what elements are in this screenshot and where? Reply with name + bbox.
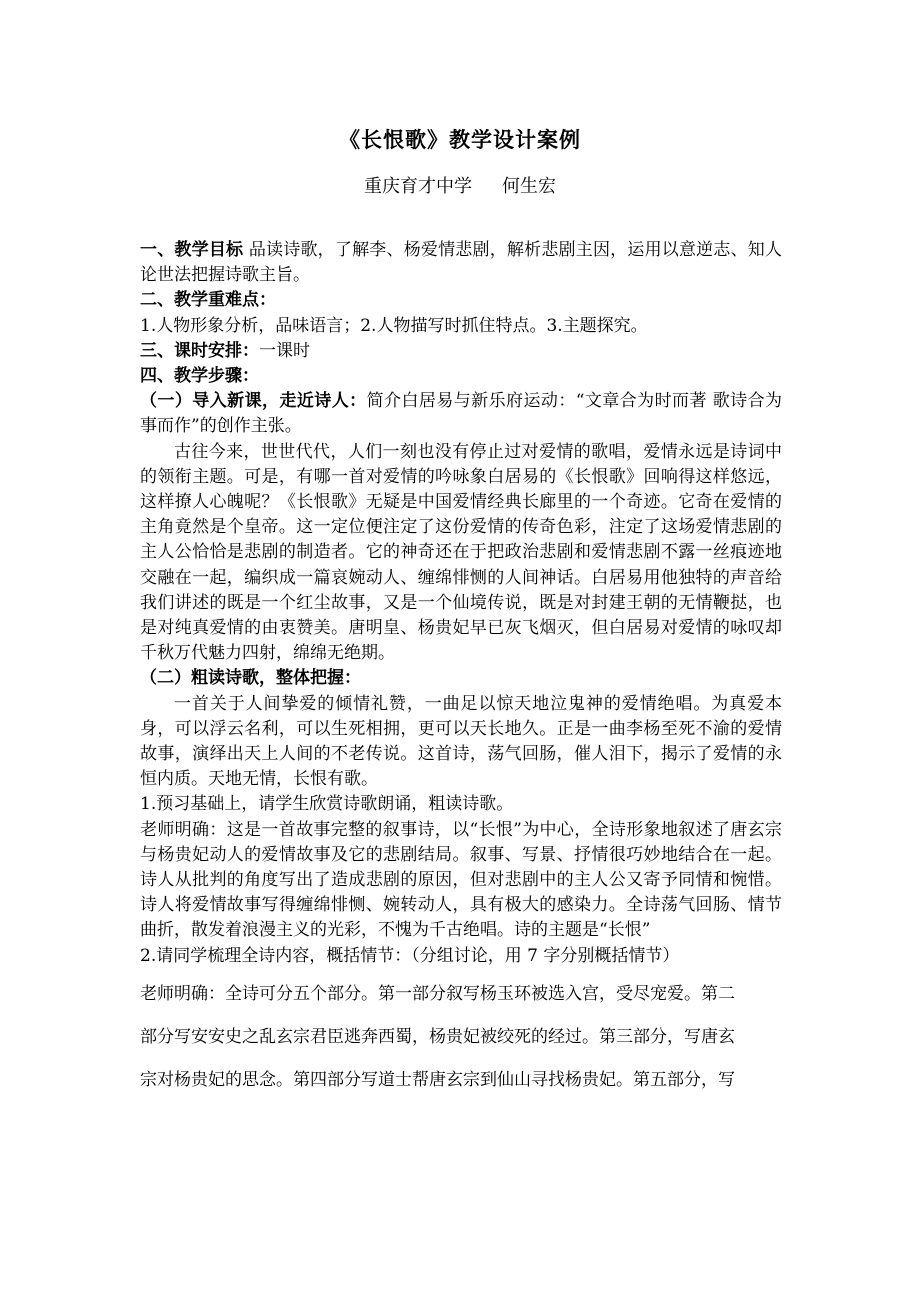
section-schedule — [140, 339, 782, 364]
teacher-answer-two-line: 部分写安安史之乱玄宗君臣逃奔西蜀，杨贵妃被绞死的经过。第三部分，写唐玄 — [140, 1026, 735, 1047]
author-name: 何生宏 — [502, 176, 556, 197]
document-title: 《长恨歌》教学设计案例 — [339, 127, 581, 152]
section-heading: 四、教学步骤： — [140, 366, 259, 387]
paragraph: 古往今来，世世代代，人们一刻也没有停止过对爱情的歌唱，爱情永远是诗词中的领衔主题。可是，有哪一首对爱情的吟咏象白居易的《长恨歌》回响得这样悠远，这样撩人心魄呢？《长恨歌》无疑是中国爱情经典长廊里的一个奇迹。它奇在爱情的主角竟然是个皇帝。这一定位便注定了这份爱情的传奇色彩，注定了这场爱情悲剧的主人公恰恰是悲剧的制造者。它的神奇还在于把政治悲剧和爱情悲剧不露一丝痕迹地交融在一起，编织成一篇哀婉动人、缠绵悱恻的人间神话。白居易用他独特的声音给我们讲述的既是一个红尘故事，又是一个仙境传说，既是对封建王朝的无情鞭挞，也是对纯真爱情的由衷赞美。唐明皇、杨贵妃早已灰飞烟灭，但白居易对爱情的咏叹却千秋万代魅力四射，绵绵无绝期。 — [140, 441, 782, 664]
step-heading: （二）粗读诗歌，整体把握： — [140, 668, 361, 689]
step-one — [140, 389, 782, 439]
section-heading: 三、课时安排： — [140, 340, 259, 361]
document-body — [140, 238, 782, 1102]
teacher-answer-two-line: 宗对杨贵妃的思念。第四部分写道士帮唐玄宗到仙山寻找杨贵妃。第五部分，写 — [140, 1069, 735, 1090]
step-heading: （一）导入新课，走近诗人： — [140, 391, 367, 412]
section-heading: 一、教学目标 — [140, 240, 244, 260]
question-one: 1.预习基础上，请学生欣赏诗歌朗诵，粗读诗歌。 — [140, 794, 514, 815]
section-text: 品读诗歌，了解李、杨爱情悲剧，解析悲剧主因，运用以意逆志、知人论世法把握诗歌主旨。 — [140, 240, 782, 286]
section-heading: 二、教学重难点： — [140, 290, 276, 311]
teacher-answer-two-line: 老师明确：全诗可分五个部分。第一部分叙写杨玉环被选入宫，受尽宠爱。第二 — [140, 983, 735, 1004]
teacher-answer-one: 老师明确：这是一首故事完整的叙事诗，以“长恨”为中心，全诗形象地叙述了唐玄宗与杨贵妃动人的爱情故事及它的悲剧结局。叙事、写景、抒情很巧妙地结合在一起。诗人从批判的角度写出了造成悲剧的原因，但对悲剧中的主人公又寄予同情和惋惜。诗人将爱情故事写得缠绵悱恻、婉转动人，具有极大的感染力。全诗荡气回肠、情节曲折，散发着浪漫主义的光彩，不愧为千古绝唱。诗的主题是“长恨” — [140, 819, 782, 941]
section-teaching-goals — [140, 238, 782, 288]
section-text: 一课时 — [259, 340, 310, 361]
question-two: 2.请同学梳理全诗内容，概括情节：（分组讨论，用 7 字分别概括情节） — [140, 945, 680, 966]
paragraph: 一首关于人间挚爱的倾情礼赞，一曲足以惊天地泣鬼神的爱情绝唱。为真爱本身，可以浮云名利，可以生死相拥，更可以天长地久。正是一曲李杨至死不渝的爱情故事，演绎出天上人间的不老传说。这首诗，荡气回肠，催人泪下，揭示了爱情的永恒内质。天地无情，长恨有歌。 — [140, 693, 782, 790]
author-line — [0, 172, 920, 198]
step-text: 简介白居易与新乐府运动：“文章合为时而著 歌诗合为事而作”的创作主张。 — [140, 391, 783, 437]
author-school: 重庆育才中学 — [364, 176, 472, 197]
section-text: 1.人物形象分析，品味语言；2.人物描写时抓住特点。3.主题探究。 — [140, 315, 648, 336]
